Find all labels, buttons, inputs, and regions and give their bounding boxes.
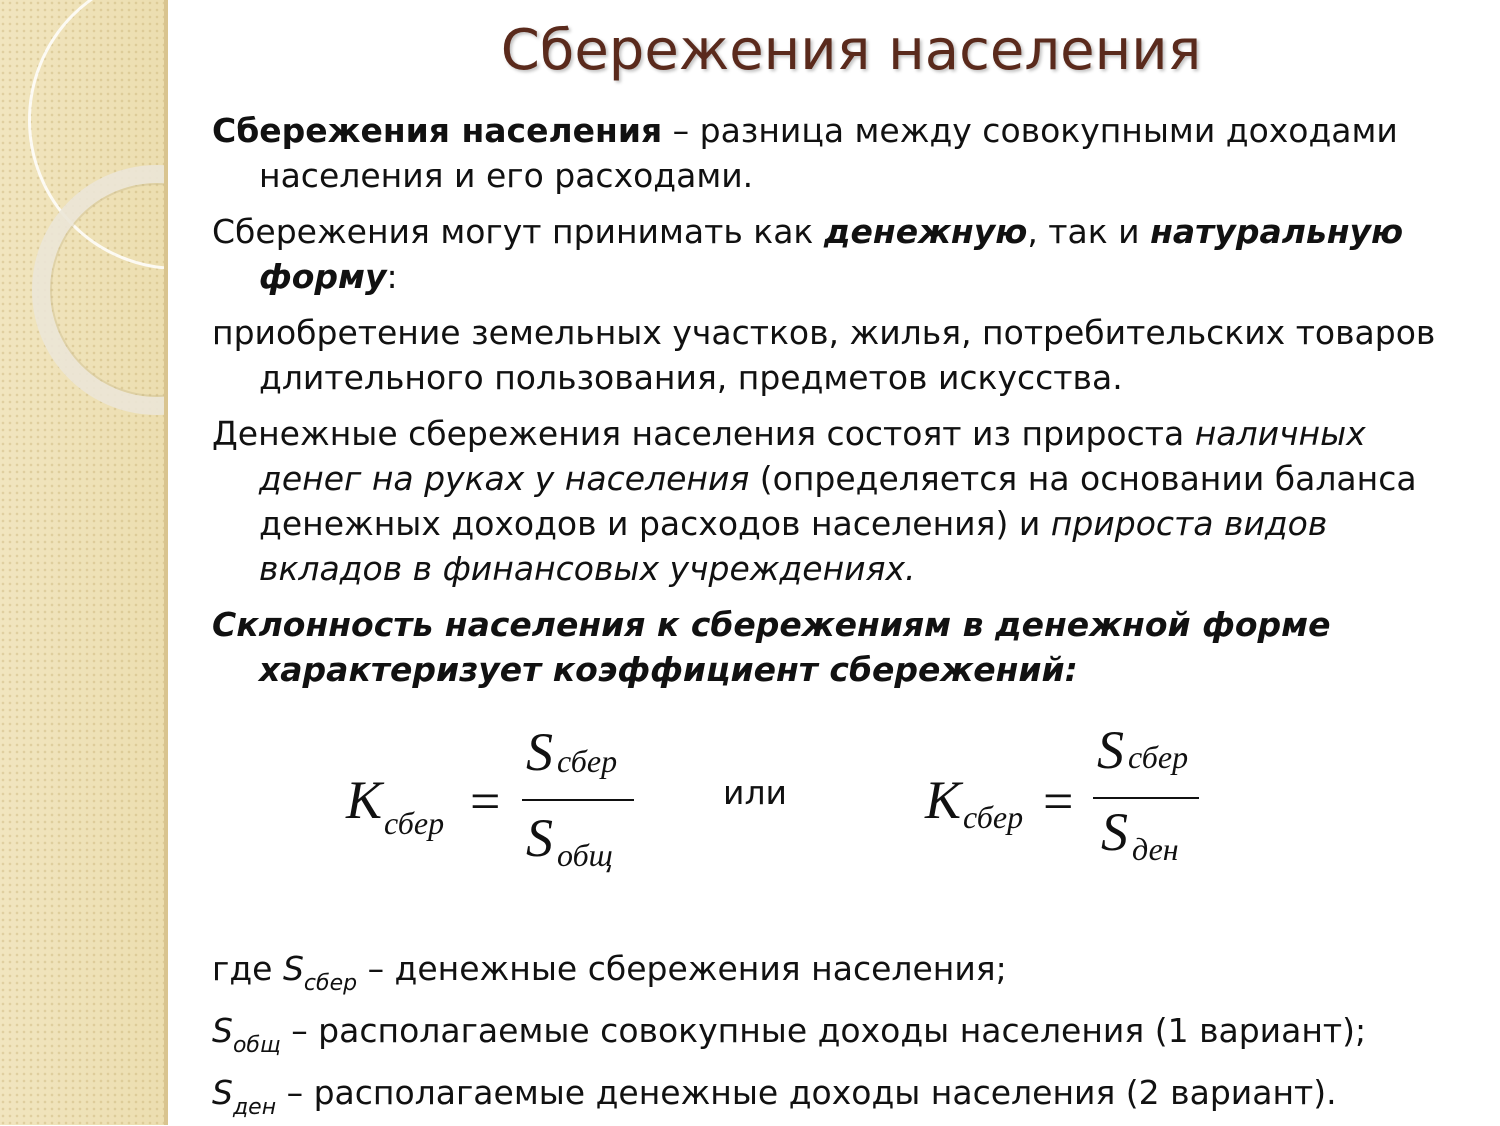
formula-k-subscript: сбер bbox=[963, 799, 1024, 835]
slide-title: Сбережения населения bbox=[500, 18, 1202, 83]
formula-k: K bbox=[346, 770, 383, 830]
definition-paragraph bbox=[212, 108, 1442, 198]
formula-equals: = bbox=[470, 771, 501, 831]
formula-k: K bbox=[925, 770, 962, 830]
propensity-paragraph: Склонность населения к сбережениям в денежной форме характеризует коэффициент сбережений: bbox=[212, 605, 1331, 689]
legend-item: $S_{ден}$ – располагаемые денежные доходы населения (2 вариант). bbox=[212, 1073, 1337, 1120]
monetary-text-a: Денежные сбережения населения состоят из прироста bbox=[212, 414, 1195, 453]
slide-body bbox=[212, 108, 1442, 703]
formula-denominator: Sден bbox=[1101, 802, 1179, 867]
formula-numerator: Sсбер bbox=[1097, 720, 1189, 780]
forms-tail: : bbox=[386, 257, 398, 296]
sidebar-divider bbox=[164, 0, 168, 1125]
forms-lead: Сбережения могут принимать как bbox=[212, 212, 824, 251]
formula-denominator: Sобщ bbox=[526, 808, 613, 873]
formula-k-subscript: сбер bbox=[384, 805, 445, 841]
natural-examples-paragraph: приобретение земельных участков, жилья, потребительских товаров длительного пользования, предметов искусства. bbox=[212, 313, 1436, 397]
or-text: или bbox=[723, 773, 787, 812]
form-monetary: денежную bbox=[823, 212, 1028, 251]
definition-text: – разница между совокупными доходами населения и его расходами. bbox=[259, 111, 1398, 195]
monetary-text-b: наличных денег на руках у населения bbox=[259, 414, 1366, 498]
formula-monetary-income bbox=[925, 720, 1215, 885]
decorative-sidebar bbox=[0, 0, 166, 1125]
monetary-text-c: (определяется на основании баланса денежных доходов и расходов населения) и bbox=[259, 459, 1417, 543]
formula-equals: = bbox=[1043, 771, 1074, 831]
legend-item: где $S_{сбер}$ – денежные сбережения населения; bbox=[212, 949, 1007, 996]
monetary-text-d: прироста видов вкладов в финансовых учреждениях. bbox=[259, 504, 1328, 588]
fraction-bar bbox=[522, 799, 634, 801]
forms-paragraph bbox=[212, 209, 1442, 299]
legend-item: $S_{общ}$ – располагаемые совокупные доходы населения (1 вариант); bbox=[212, 1011, 1367, 1058]
form-natural: натуральную форму bbox=[259, 212, 1404, 296]
monetary-savings-paragraph bbox=[212, 411, 1442, 591]
formula-numerator: Sсбер bbox=[526, 722, 618, 782]
formula-row bbox=[340, 720, 1240, 885]
definition-term: Сбережения населения bbox=[212, 111, 663, 150]
notation-legend bbox=[212, 940, 1462, 1126]
forms-mid: , так и bbox=[1027, 212, 1151, 251]
fraction-bar bbox=[1093, 797, 1199, 799]
formula-total-income bbox=[340, 722, 640, 885]
